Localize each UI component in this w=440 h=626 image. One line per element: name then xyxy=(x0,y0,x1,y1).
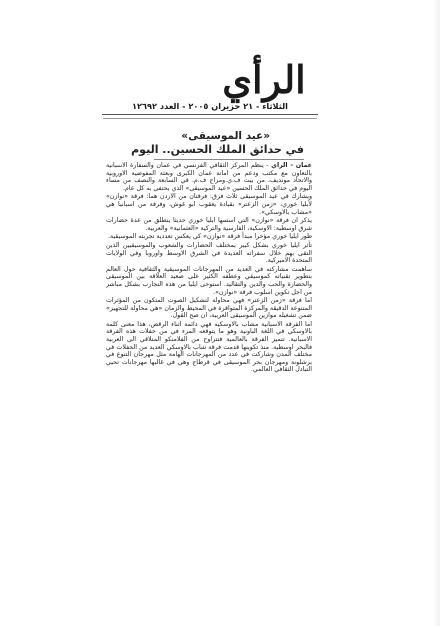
article-paragraph: تأثر ايليا خوري بشكل كبير بمختلف الحضارات والشعوب والموسيقيين الذين التقى بهم خلال سفراته العديدة في الشرق الاوسط واوروبا وفي الولايات المتحدة الاميركية. xyxy=(106,241,312,265)
article-headline: في حدائق الملك الحسين.. اليوم xyxy=(131,143,304,156)
article-paragraph: يذكر ان فرقة «نوازن» التي اسسها ابليا خوري حديثا ينطلق من عدة حضارات شرق اوسطية: الاوسكية، الفارسية والتركية «العثمانية» والعربية. xyxy=(106,217,312,232)
article-paragraph: ساهمت مشاركته في العديد من المهرجانات الموسيقية والثقافية حول العالم بتطوير تقنياته كموسيقي وعطفه الكثير على صعيد العلاقة بين الموسيقى والحضارة والحب والدين والتقاليد. استوحى ايليا من هذه التجارب بشكل مباشر من اجل تكوين اسلوب فرقة «نوازن». xyxy=(106,265,312,296)
masthead-rule-secondary xyxy=(103,118,317,119)
news-article xyxy=(106,124,312,464)
headline-underline xyxy=(154,159,304,160)
article-byline: عمان - الرأي xyxy=(271,162,312,169)
article-paragraph: اما فرقة «زمن الزعتر» فهي محاولة لتشكيل الصوت المتكون من المؤثرات المتنوعة الدقيقة والمركزة المتوافرة في المحيط والزمان «هي محاولة للتجهيز» ضمن تشغيله موازين الموسيقى العربية، ان صح القول. xyxy=(106,297,312,320)
article-paragraph: اما الفرقة الاسبانية مشاب بالاوسكيه فهي دائمة اثناء الرقص، هذا معنى كلمة بالاوسكي في اللغة الباونية وهو ما يتوقعه المرء في من حفلات هذه الفرقة الاسبانية. تتميز الفرقة بالعالمية فتتراوح من الفلامنكو المتلاقي الى العربية فالبحر اوسطية. منذ تكوينها قدمت فرقة شاب بالاوسكي العديد من الحفلات في مختلف المدن وشاركت في عدد من المهرجانات الهامة مثل مهرجان التنوع في برشلونة ومهرجان بحر الموسيقى في قرطاج وهي في غالبها مهرجانات تحيي التبادل الثقافي العالمي. xyxy=(106,320,312,374)
article-kicker: «عيد الموسيقى» xyxy=(181,130,270,142)
issue-dateline: الثلاثاء - ٢١ حزيران ٢٠٠٥ - العدد ١٢٦٩٢ xyxy=(132,101,288,111)
article-paragraph: طور ايليا خوري مؤخرا مبدأ فرقة «نوازن» كي يعكس تعددية تجربته الموسيقية. xyxy=(108,233,312,241)
article-paragraph xyxy=(106,162,312,192)
masthead-rule xyxy=(102,114,318,115)
newspaper-logo: الرأي xyxy=(222,57,306,102)
paragraph-text: - ينظم المركز الثقافي الفرنسي في عمان والسفارة الاسبانية بالتعاون مع مكتب ودعم من امانة عمان الكبرى وبعثة المفوضية الاوروبية والاتحاد مونديف، من بيت ف.ي.ومزاج ف.م. في السابعة والنصف من مساء اليوم في حدائق الملك الحسين «عيد الموسيقى» الذي يحتفى به كل عام. xyxy=(106,162,312,192)
article-paragraph: ويشارك في عيد الموسيقى ثلاث فرق: فرقتان من الاردن هما: فرقة «نوازن» لأبليا خوري، «زمن الزعتر» بقيادة يعقوب ابو غوش، وفرقة من اسبانيا هي «مشاب بالاوسكي». xyxy=(106,193,312,216)
scan-edge xyxy=(433,0,440,626)
article-body xyxy=(106,162,312,462)
